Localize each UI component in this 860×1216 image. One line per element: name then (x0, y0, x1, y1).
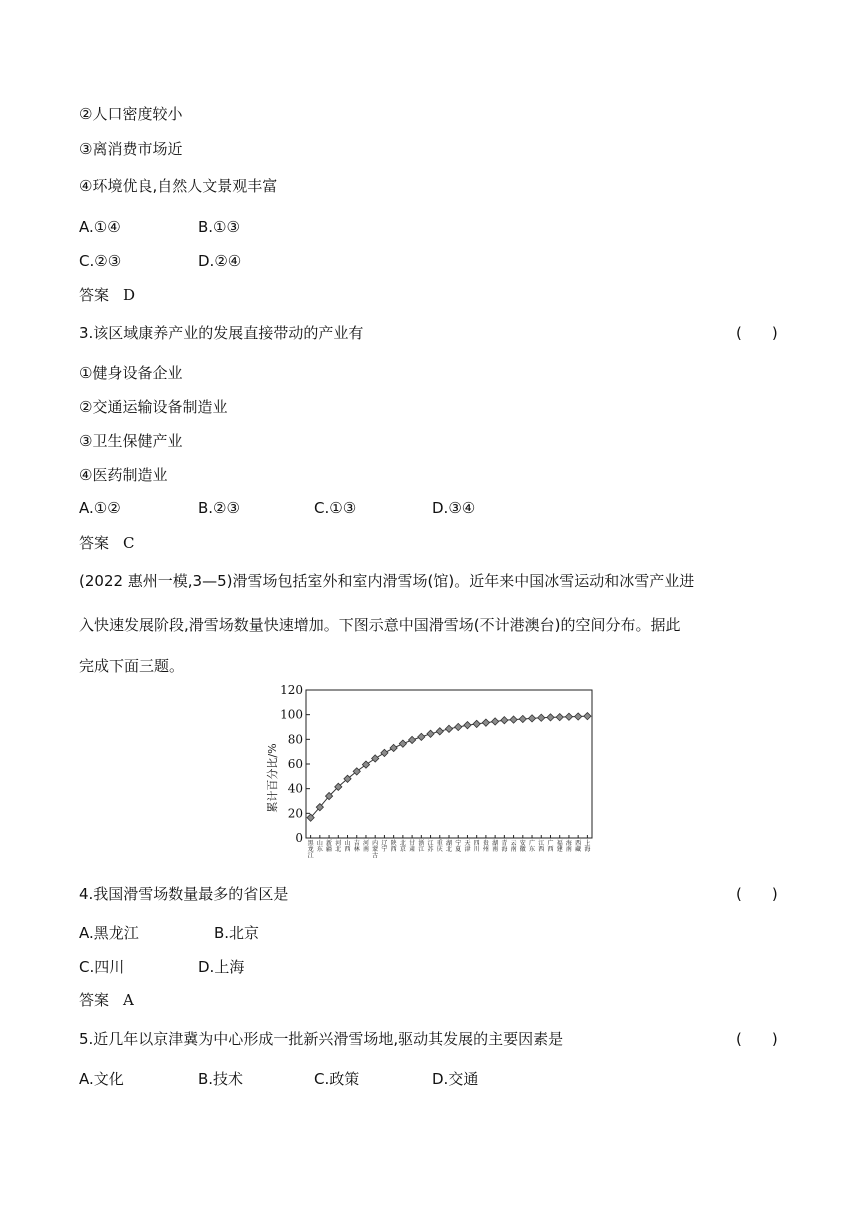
x-tick-label-char: 南 (565, 846, 572, 854)
q5-option-b: B.技术 (198, 1070, 244, 1088)
x-tick-label-char: 江 (418, 846, 425, 854)
x-tick-label-char: 天 (464, 840, 471, 847)
answer-line (79, 285, 135, 305)
x-tick-label-char: 北 (335, 846, 342, 854)
data-point-marker (528, 715, 535, 722)
q5-option-c: C.政策 (314, 1070, 360, 1088)
intro-line-3: 完成下面三题。 (79, 657, 185, 675)
x-tick-label-char: 南 (362, 846, 369, 854)
x-tick-label-char: 西 (344, 846, 351, 854)
data-point-marker (501, 717, 508, 724)
choice-item-2: ②人口密度较小 (79, 105, 183, 123)
choice-item-4: ④环境优良,自然人文景观丰富 (79, 177, 278, 195)
question-3-stem: 3.该区域康养产业的发展直接带动的产业有 (79, 324, 364, 342)
data-point-marker (427, 730, 434, 737)
choice-item-3: ③离消费市场近 (79, 140, 183, 158)
x-tick-label-char: 肃 (409, 846, 416, 854)
y-tick-label: 20 (287, 806, 303, 821)
option-c: C.②③ (79, 252, 122, 270)
intro-line-2: 入快速发展阶段,滑雪场数量快速增加。下图示意中国滑雪场(不计港澳台)的空间分布。据此 (79, 616, 681, 634)
x-tick-label-char: 江 (307, 852, 314, 860)
x-tick-label-char: 宁 (381, 846, 388, 854)
data-point-marker (565, 713, 572, 720)
x-tick-label-char: 古 (372, 852, 379, 860)
x-tick-label-char: 广 (529, 840, 536, 847)
x-tick-label-char: 建 (556, 846, 563, 854)
data-point-marker (408, 736, 415, 743)
answer-value: A (123, 991, 134, 1009)
q3-option-a: A.①② (79, 499, 121, 517)
x-tick-label-char: 浙 (418, 840, 425, 847)
x-tick-label-char: 南 (492, 846, 499, 854)
x-tick-label-char: 龙 (307, 846, 314, 854)
x-tick-label-char: 北 (399, 840, 406, 847)
q4-option-a: A.黑龙江 (79, 924, 139, 942)
data-point-marker (575, 713, 582, 720)
y-tick-label: 60 (287, 757, 303, 771)
x-tick-label-char: 西 (547, 846, 554, 854)
option-d: D.②④ (198, 252, 242, 270)
option-a: A.①④ (79, 218, 121, 236)
x-tick-label-char: 广 (547, 840, 554, 847)
data-point-marker (492, 718, 499, 725)
data-point-marker (455, 723, 462, 730)
q3-item-3: ③卫生保健产业 (79, 432, 183, 450)
q3-option-d: D.③④ (432, 499, 476, 517)
data-point-marker (547, 714, 554, 721)
q5-option-d: D.交通 (432, 1070, 479, 1088)
data-point-marker (482, 719, 489, 726)
ski-resort-cumulative-chart (262, 682, 602, 872)
question-5-paren: ( ) (736, 1030, 778, 1048)
x-tick-label-char: 庆 (436, 846, 443, 854)
x-tick-label-char: 吉 (353, 840, 360, 847)
plot-frame (306, 690, 592, 838)
answer-label: 答案 (79, 534, 110, 552)
x-tick-label-char: 湖 (445, 840, 453, 847)
x-tick-label-char: 海 (501, 846, 508, 854)
answer-value: D (123, 286, 136, 304)
y-axis-label: 累计百分比/% (266, 743, 279, 813)
x-tick-label-char: 徽 (519, 846, 526, 854)
x-tick-label-char: 州 (482, 846, 489, 854)
data-point-marker (445, 725, 452, 732)
q4-answer-line (79, 990, 134, 1010)
data-point-marker (510, 716, 517, 723)
y-tick-label: 120 (280, 683, 303, 697)
x-tick-label-char: 蒙 (372, 846, 379, 854)
q4-option-b: B.北京 (214, 924, 260, 942)
x-tick-label-char: 青 (501, 840, 508, 847)
x-tick-label-char: 安 (519, 840, 526, 847)
x-tick-label-char: 四 (473, 840, 480, 847)
x-tick-label-char: 疆 (326, 846, 333, 854)
x-tick-label-char: 宁 (455, 840, 462, 847)
x-tick-label-char: 辽 (381, 840, 388, 847)
x-tick-label-char: 藏 (575, 846, 582, 854)
y-tick-label: 100 (280, 707, 303, 722)
q3-item-4: ④医药制造业 (79, 466, 168, 484)
x-tick-label-char: 福 (556, 840, 563, 847)
x-tick-label-char: 北 (445, 846, 453, 854)
q4-option-d: D.上海 (198, 958, 245, 976)
x-tick-label-char: 林 (353, 846, 360, 854)
x-tick-label-char: 上 (584, 840, 591, 847)
question-3-paren: ( ) (736, 324, 778, 342)
x-tick-label-char: 山 (344, 840, 351, 847)
data-point-marker (381, 749, 388, 756)
q3-item-2: ②交通运输设备制造业 (79, 398, 228, 416)
data-point-marker (399, 740, 406, 747)
x-tick-label-char: 川 (473, 846, 480, 854)
answer-label: 答案 (79, 286, 110, 304)
q3-option-b: B.②③ (198, 499, 240, 517)
data-point-marker (436, 728, 443, 735)
data-point-marker (556, 714, 563, 721)
x-tick-label-char: 河 (362, 840, 369, 847)
x-tick-label-char: 甘 (409, 840, 416, 847)
intro-line-1: (2022 惠州一模,3—5)滑雪场包括室外和室内滑雪场(馆)。近年来中国冰雪运动和冰雪产业进 (79, 572, 695, 590)
data-point-marker (473, 720, 480, 727)
q5-option-a: A.文化 (79, 1070, 124, 1088)
data-point-marker (372, 755, 379, 762)
x-tick-label-char: 东 (529, 846, 536, 854)
x-tick-label-char: 陕 (390, 840, 397, 847)
question-4-stem: 4.我国滑雪场数量最多的省区是 (79, 885, 289, 903)
x-tick-label-char: 新 (326, 840, 333, 847)
x-tick-label-char: 南 (510, 846, 517, 854)
answer-label: 答案 (79, 991, 110, 1009)
question-5-stem: 5.近几年以京津冀为中心形成一批新兴滑雪场地,驱动其发展的主要因素是 (79, 1030, 564, 1048)
x-tick-label-char: 内 (372, 840, 379, 847)
x-tick-label-char: 海 (565, 840, 572, 847)
x-tick-label-char: 山 (316, 840, 323, 847)
x-tick-label-char: 津 (464, 846, 471, 854)
data-point-marker (362, 761, 369, 768)
data-point-marker (584, 713, 591, 720)
x-tick-label-char: 苏 (427, 846, 434, 854)
x-tick-label-char: 河 (335, 840, 342, 847)
x-tick-label-char: 东 (316, 846, 323, 854)
y-tick-label: 40 (287, 781, 303, 796)
option-b: B.①③ (198, 218, 240, 236)
data-point-marker (390, 744, 397, 751)
x-tick-label-char: 夏 (455, 846, 462, 854)
x-tick-label-char: 江 (538, 840, 545, 847)
data-point-marker (538, 714, 545, 721)
x-tick-label-char: 西 (390, 846, 397, 854)
x-tick-label-char: 西 (538, 846, 545, 854)
x-tick-label-char: 云 (510, 840, 517, 847)
answer-value: C (123, 534, 135, 552)
q3-answer-line (79, 533, 135, 553)
x-tick-label-char: 贵 (482, 840, 489, 847)
x-tick-label-char: 黑 (307, 840, 314, 847)
y-tick-label: 80 (287, 732, 303, 747)
x-tick-label-char: 西 (575, 840, 582, 847)
y-tick-label: 0 (295, 831, 303, 845)
data-point-marker (519, 715, 526, 722)
q3-item-1: ①健身设备企业 (79, 364, 183, 382)
q4-option-c: C.四川 (79, 958, 125, 976)
x-tick-label-char: 重 (436, 840, 443, 847)
data-point-marker (418, 733, 425, 740)
x-tick-label-char: 京 (399, 846, 406, 854)
x-tick-label-char: 海 (584, 846, 591, 854)
data-point-marker (464, 722, 471, 729)
question-4-paren: ( ) (736, 885, 778, 903)
q3-option-c: C.①③ (314, 499, 357, 517)
x-tick-label-char: 湖 (492, 840, 499, 847)
x-tick-label-char: 江 (427, 840, 434, 847)
